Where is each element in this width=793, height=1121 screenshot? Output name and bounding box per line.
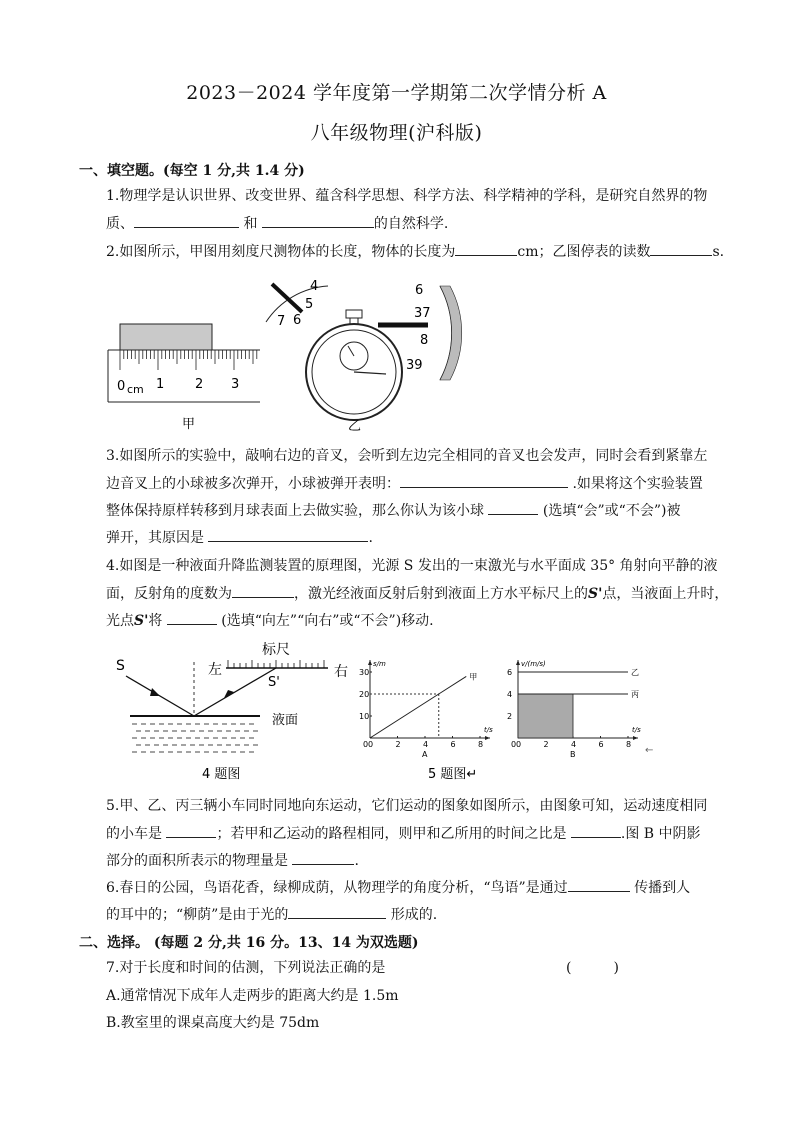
q2-line: 2.如图所示，甲图用刻度尺测物体的长度，物体的长度为 cm；乙图停表的读数 s. — [106, 241, 724, 262]
ruler-tick-label: 2 — [195, 377, 204, 392]
ruler-label: 标尺 — [262, 642, 290, 658]
chart-title: A — [422, 750, 428, 759]
x-tick-label: 4 — [423, 740, 429, 749]
ruler-left-label: 左 — [208, 662, 222, 678]
page-subtitle: 八年级物理(沪科版) — [310, 122, 483, 144]
y-tick-label: 4 — [507, 690, 513, 699]
reflection-point-label: S' — [268, 675, 280, 690]
answer-blank[interactable] — [288, 904, 386, 919]
q3-line2: 边音叉上的小球被多次弹开，小球被弹开表明： .如果将这个实验装置 — [106, 473, 703, 494]
q5-line3: 部分的面积所表示的物理量是 . — [106, 850, 359, 871]
x-tick-label: 4 — [571, 740, 577, 749]
q4-line3: 光点S'将 (选填“向左”“向右”或“不会”)移动. — [106, 610, 434, 631]
ruler — [108, 324, 260, 432]
large-dial-number: 37 — [414, 306, 431, 321]
figure-q4 — [110, 642, 360, 782]
origin-label: 0 — [511, 740, 517, 749]
section-heading-fill: 一、填空题。(每空 1 分,共 1.4 分) — [79, 163, 305, 179]
figure-caption-q4: 4 题图 — [202, 767, 241, 782]
q7-option-b[interactable]: B.教室里的课桌高度大约是 75dm — [106, 1015, 320, 1031]
x-tick-label: 2 — [543, 740, 549, 749]
answer-blank[interactable] — [166, 823, 216, 838]
y-tick-label: 2 — [507, 712, 513, 721]
answer-blank[interactable] — [571, 823, 621, 838]
x-axis-label: t/s — [484, 726, 493, 734]
large-dial-number: 8 — [420, 333, 429, 348]
q1-line2: 质、 和 的自然科学. — [106, 213, 448, 234]
light-source-label: S — [116, 658, 125, 674]
page-title: 2023－2024 学年度第一学期第二次学情分析 A — [186, 82, 607, 104]
q6-line1: 6.春日的公园，鸟语花香，绿柳成荫，从物理学的角度分析，“鸟语”是通过 传播到人 — [106, 877, 690, 898]
section-heading-choice: 二、选择。 (每题 2 分,共 16 分。13、14 为双选题) — [79, 935, 419, 951]
answer-blank[interactable] — [134, 213, 239, 228]
ruler-tick-label: 1 — [156, 377, 165, 392]
series-line — [370, 676, 466, 738]
answer-blank[interactable] — [292, 850, 354, 865]
series-label: 乙 — [631, 668, 639, 677]
q7-answer-paren[interactable]: ( ) — [566, 960, 619, 976]
large-dial-number: 39 — [406, 358, 423, 373]
x-tick-label: 6 — [598, 740, 604, 749]
chart-title: B — [570, 750, 576, 759]
q3-line3: 整体保持原样转移到月球表面上去做实验，那么你认为该小球 (选填“会”或“不会”)被 — [106, 500, 680, 521]
q3-line4: 弹开，其原因是 . — [106, 527, 373, 548]
x-tick-label: 8 — [478, 740, 484, 749]
answer-blank[interactable] — [455, 241, 517, 256]
x-tick-label: 8 — [626, 740, 632, 749]
q7-stem: 7.对于长度和时间的估测，下列说法正确的是 — [106, 960, 386, 976]
series-label: 丙 — [631, 690, 639, 699]
figure-q5 — [350, 650, 660, 782]
large-dial-number: 6 — [415, 283, 424, 298]
measured-block — [120, 324, 212, 350]
q5-line1: 5.甲、乙、丙三辆小车同时同地向东运动，它们运动的图象如图所示，由图象可知，运动速度相同 — [106, 798, 708, 814]
figure-label-jia: 甲 — [182, 417, 196, 432]
figure-label-yi: 乙 — [348, 419, 362, 432]
answer-blank[interactable] — [568, 877, 630, 892]
x-tick-label: 6 — [450, 740, 456, 749]
answer-blank[interactable] — [208, 527, 368, 542]
answer-blank[interactable] — [488, 500, 538, 515]
small-dial-pointer — [272, 284, 302, 312]
ruler-right-label: 右 — [334, 664, 348, 680]
x-tick-label: 2 — [395, 740, 401, 749]
ruler-tick-label: 3 — [231, 377, 240, 392]
q6-line2: 的耳中的；“柳荫”是由于光的 形成的. — [106, 904, 437, 925]
chart-a — [359, 660, 493, 759]
stopwatch — [266, 279, 462, 432]
q3-line1: 3.如图所示的实验中，敲响右边的音叉，会听到左边完全相同的音叉也会发声，同时会看到紧靠左 — [106, 448, 708, 464]
q4-line2: 面，反射角的度数为 ，激光经液面反射后射到液面上方水平标尺上的S'点，当液面上升时， — [106, 583, 728, 604]
y-axis-arrow — [516, 660, 520, 665]
answer-blank[interactable] — [400, 473, 568, 488]
q4-line1: 4.如图是一种液面升降监测装置的原理图，光源 S 发出的一束激光与水平面成 35° 角射向平静的液 — [106, 558, 718, 574]
arrow-mark: ← — [645, 745, 654, 756]
y-axis-label: s/m — [373, 660, 386, 668]
answer-blank[interactable] — [232, 583, 294, 598]
x-axis-label: t/s — [632, 726, 641, 734]
y-axis-label: v/(m/s) — [521, 660, 546, 668]
figure-q2 — [100, 272, 480, 432]
answer-blank[interactable] — [262, 213, 374, 228]
shaded-area — [518, 694, 573, 738]
answer-blank[interactable] — [167, 610, 217, 625]
liquid-surface-label: 液面 — [272, 713, 299, 728]
x-tick-label: 0 — [368, 740, 374, 749]
y-axis-arrow — [368, 660, 372, 665]
x-axis-arrow — [485, 736, 490, 740]
small-dial-number: 4 — [310, 279, 319, 294]
small-dial-number: 6 — [293, 313, 302, 328]
answer-blank[interactable] — [650, 241, 712, 256]
ruler-unit: cm — [127, 383, 144, 396]
q5-line2: 的小车是 ；若甲和乙运动的路程相同，则甲和乙所用的时间之比是 .图 B 中阴影 — [106, 823, 701, 844]
q7-option-a[interactable]: A.通常情况下成年人走两步的距离大约是 1.5m — [106, 988, 399, 1004]
chart-b — [507, 660, 641, 759]
y-tick-label: 10 — [359, 712, 370, 721]
y-tick-label: 6 — [507, 668, 513, 677]
y-tick-label: 30 — [359, 668, 370, 677]
small-dial-number: 5 — [305, 297, 314, 312]
figure-caption-q5: 5 题图↵ — [428, 767, 478, 782]
x-tick-label: 0 — [516, 740, 522, 749]
series-label: 甲 — [469, 672, 478, 682]
q1-line1: 1.物理学是认识世界、改变世界、蕴含科学思想、科学方法、科学精神的学科，是研究自然界的物 — [106, 188, 708, 204]
x-axis-arrow — [633, 736, 638, 740]
small-dial-number: 7 — [277, 314, 286, 329]
origin-label: 0 — [363, 740, 369, 749]
ruler-tick-label: 0 — [117, 379, 126, 394]
y-tick-label: 20 — [359, 690, 370, 699]
